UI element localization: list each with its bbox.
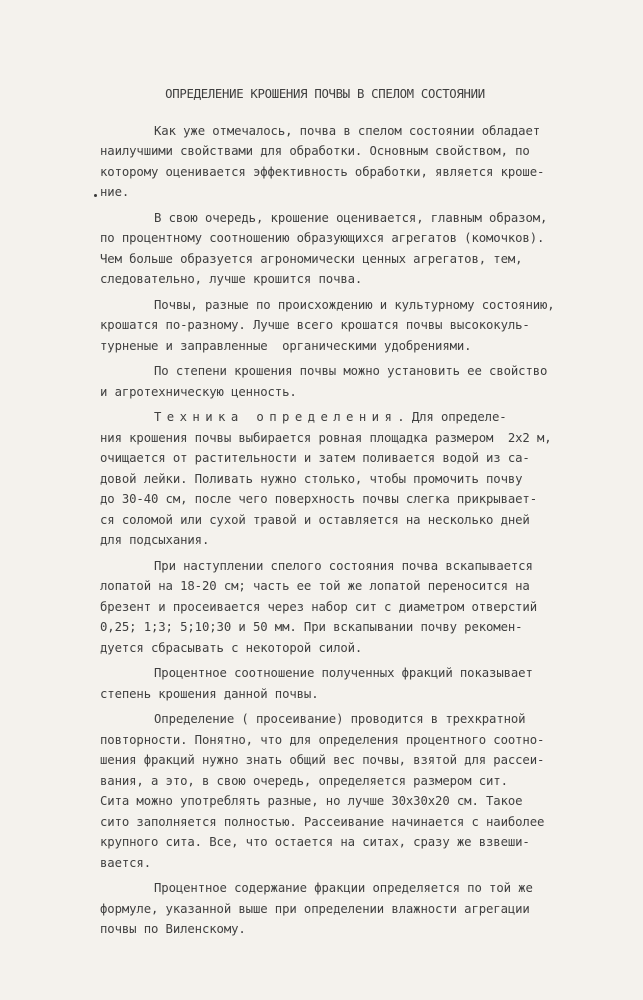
text-line: степень крошения данной почвы. [100,686,319,701]
text-line: шения фракций нужно знать общий вес почвы, взятой для рассеи- [100,753,545,767]
text-line: По степени крошения почвы можно установить ее свойство [154,364,548,378]
text-line: Сита можно употреблять разные, но лучше 30х30х20 см. Такое [100,794,523,808]
text-line: крупного сита. Все, что остается на ситах, сразу же взвеши- [100,835,530,849]
paragraph-5 [100,407,590,551]
text-fragment: . Для определе- [397,410,507,424]
text-line: почвы по Виленскому. [100,922,246,936]
text-line: довой лейки. Поливать нужно столько, чтобы промочить почву [100,471,523,486]
paragraph-1 [100,121,590,203]
text-line: ся соломой или сухой травой и оставляется на несколько дней [100,512,530,527]
text-line: Как уже отмечалось, почва в спелом состоянии обладает [154,123,541,138]
text-line: Чем больше образуется агрономически ценных агрегатов, тем, [100,251,523,266]
paragraph-3 [100,295,590,357]
text-line: до 30-40 см, после чего поверхность почвы слегка прикрывает- [100,492,538,506]
text-line: При наступлении спелого состояния почва вскапывается [154,558,533,573]
paragraph-7 [100,663,590,704]
text-line: Процентное содержание фракции определяется по той же [154,881,533,895]
text-line: следовательно, лучше крошится почва. [100,272,363,286]
text-line: В свою очередь, крошение оценивается, главным образом, [154,210,548,225]
text-line: лопатой на 18-20 см; часть ее той же лопатой переносится на [100,579,530,593]
ink-dot [94,194,97,197]
text-line: вается. [100,855,151,870]
text-line: дуется сбрасывать с некоторой силой. [100,640,363,655]
text-line: для подсыхания. [100,533,210,547]
text-line: Определение ( просеивание) проводится в трехкратной [154,712,526,726]
text-line [100,407,590,428]
text-line: по процентному соотношению образующихся агрегатов (комочков). [100,231,545,245]
text-line: формуле, указанной выше при определении влажности агрегации [100,901,530,916]
document-body [100,84,590,945]
paragraph-9 [100,878,590,940]
text-line: крошатся по-разному. Лучше всего крошатся почвы высококуль- [100,318,530,332]
text-line: Процентное соотношение полученных фракций показывает [154,666,533,680]
technique-heading: Техника определения [154,410,398,424]
paragraph-6 [100,556,590,659]
text-line: 0,25; 1;3; 5;10;30 и 50 мм. При вскапывании почву рекомен- [100,620,523,634]
paragraph-8 [100,709,590,873]
paragraph-4 [100,361,590,402]
text-line: ние. [100,185,130,199]
text-line: турненые и заправленные органическими удобрениями. [100,338,472,353]
text-line: вания, а это, в свою очередь, определяется размером сит. [100,773,508,788]
text-line: очищается от растительности и затем поливается водой из са- [100,451,530,465]
paragraph-2 [100,208,590,290]
text-line: брезент и просеивается через набор сит с диаметром отверстий [100,599,538,614]
document-title: ОПРЕДЕЛЕНИЕ КРОШЕНИЯ ПОЧВЫ В СПЕЛОМ СОСТОЯНИИ [165,87,485,101]
text-line: сито заполняется полностью. Рассеивание начинается с наиболее [100,814,545,829]
text-line: и агротехническую ценность. [100,384,297,399]
text-line: ния крошения почвы выбирается ровная площадка размером 2х2 м, [100,430,552,445]
text-line: повторности. Понятно, что для определения процентного соотно- [100,732,545,747]
text-line: наилучшими свойствами для обработки. Основным свойством, по [100,144,530,158]
text-line: Почвы, разные по происхождению и культурному состоянию, [154,297,555,312]
text-line: которому оценивается эффективность обработки, является кроше- [100,164,545,179]
